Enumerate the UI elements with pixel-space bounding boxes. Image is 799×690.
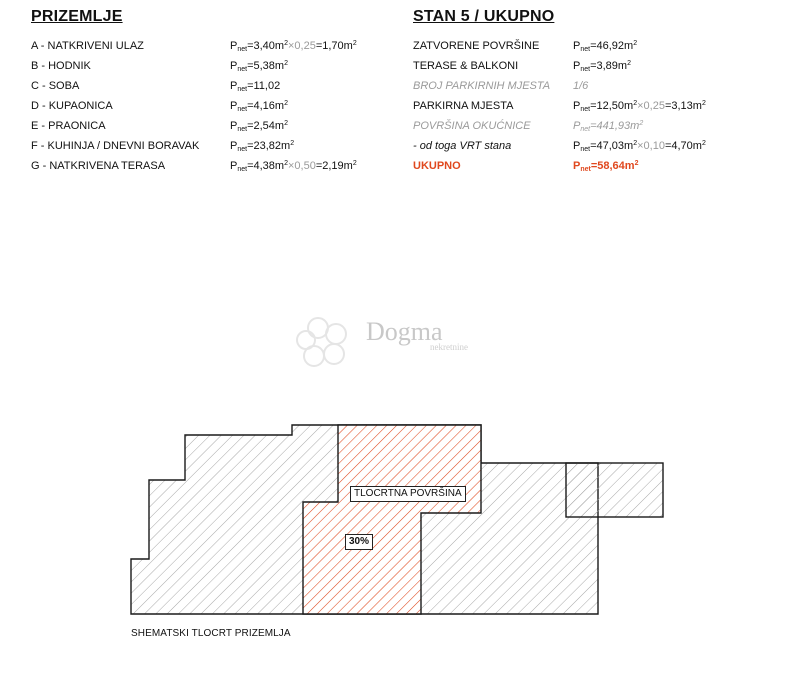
row-label: A - NATKRIVENI ULAZ — [31, 40, 144, 52]
row-label: TERASE & BALKONI — [413, 60, 519, 72]
row-value: $P_{net}=4,16m^2$ — [230, 100, 288, 113]
row-value: 1/6 — [573, 80, 589, 92]
row-label: UKUPNO — [413, 160, 461, 172]
row-label: POVRŠINA OKUĆNICE — [413, 120, 531, 132]
row-label: E - PRAONICA — [31, 120, 106, 132]
row-label: C - SOBA — [31, 80, 80, 92]
plan-percent-tag: 30% — [345, 534, 373, 550]
row-value: $P_{net}=2,54m^2$ — [230, 120, 288, 133]
row-value: $P_{net}=3,89m^2$ — [573, 60, 631, 73]
plan-area-tag: TLOCRTNA POVRŠINA — [350, 486, 466, 502]
row-value: $P_{net}=4,38m^2\times 0,50=2,19m^2$ — [230, 160, 357, 173]
plan-caption: SHEMATSKI TLOCRT PRIZEMLJA — [131, 628, 291, 639]
row-label: BROJ PARKIRNIH MJESTA — [413, 80, 551, 92]
row-label: F - KUHINJA / DNEVNI BORAVAK — [31, 140, 200, 152]
row-label: G - NATKRIVENA TERASA — [31, 160, 166, 172]
left-heading: PRIZEMLJE — [31, 8, 123, 25]
row-label: - od toga VRT stana — [413, 140, 512, 152]
row-label: B - HODNIK — [31, 60, 91, 72]
row-value: $P_{net}=3,40m^2\times 0,25=1,70m^2$ — [230, 40, 357, 53]
plan-annex — [566, 463, 663, 517]
row-value: $P_{net}=441,93m^2$ — [573, 120, 644, 133]
watermark-sub: nekretnine — [430, 342, 468, 352]
row-value: $P_{net}=5,38m^2$ — [230, 60, 288, 73]
row-value: $P_{net}=23,82m^2$ — [230, 140, 295, 153]
row-value: $P_{net}=11,02$ — [230, 80, 281, 93]
row-label: D - KUPAONICA — [31, 100, 113, 112]
right-heading: STAN 5 / UKUPNO — [413, 8, 555, 25]
row-value: $P_{net}=12,50m^2\times 0,25=3,13m^2$ — [573, 100, 706, 113]
row-label: PARKIRNA MJESTA — [413, 100, 514, 112]
row-value: $P_{net}=58,64m^2$ — [573, 160, 639, 173]
row-value: $P_{net}=46,92m^2$ — [573, 40, 638, 53]
row-label: ZATVORENE POVRŠINE — [413, 40, 540, 52]
watermark-name: Dogma — [366, 317, 443, 346]
row-value: $P_{net}=47,03m^2\times 0,10=4,70m^2$ — [573, 140, 706, 153]
